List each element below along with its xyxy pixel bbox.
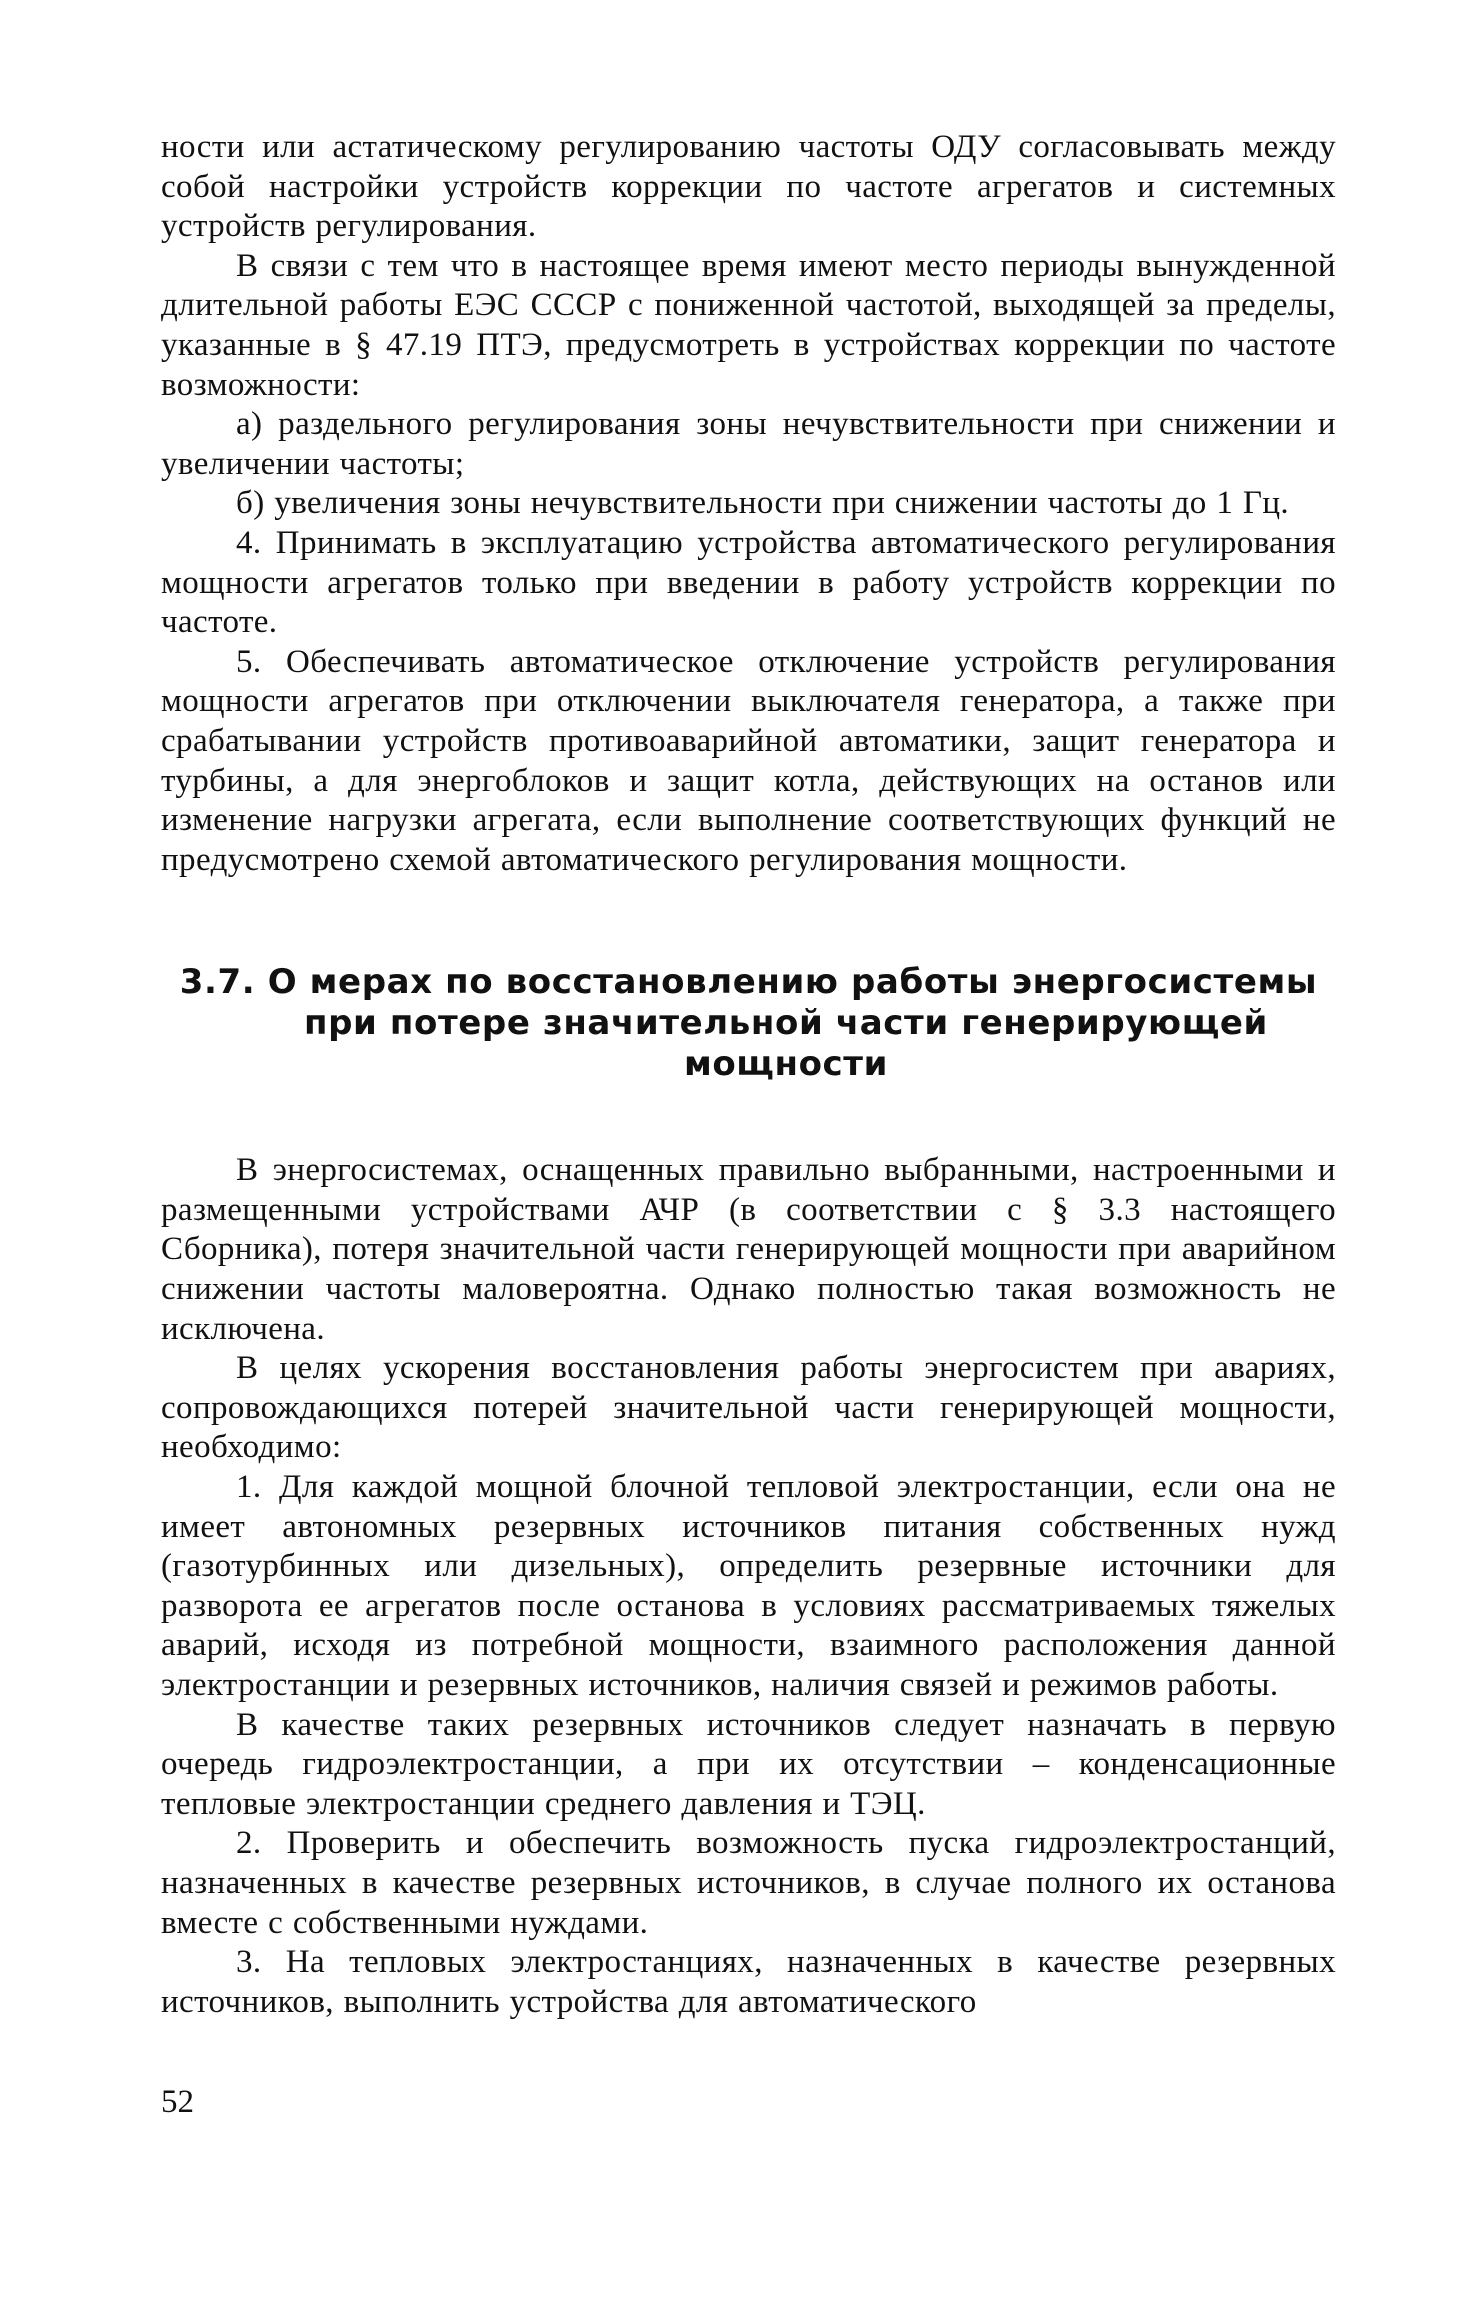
list-item-b: б) увеличения зоны нечувствительности при снижении частоты до 1 Гц.	[236, 485, 1290, 522]
paragraph-intro: В энергосистемах, оснащенных правильно выбранными, настроенными и размещенными устройствами АЧР (в соответствии с § 3.3 настоящего Сборника), потеря значительной части генерирующей мощности при аварийном снижении частоты маловероятна. Однако полностью такая возможность не исключена.	[161, 1152, 1336, 1347]
page-number: 52	[161, 2084, 194, 2120]
paragraph-item-4: 4. Принимать в эксплуатацию устройства автоматического регулирования мощности агрегатов только при введении в работу устройств коррекции по частоте.	[161, 524, 1336, 641]
paragraph-frequency-periods: В связи с тем что в настоящее время имеют место периоды вынужденной длительной работы ЕЭС СССР с пониженной частотой, выходящей за пределы, указанные в § 47.19 ПТЭ, предусмотреть в устройствах коррекции по частоте возможности:	[161, 247, 1336, 403]
paragraph-item-1: 1. Для каждой мощной блочной тепловой электростанции, если она не имеет автономных резервных источников питания собственных нужд (газотурбинных или дизельных), определить резервные источники для разворота ее агрегатов после останова в условиях рассматриваемых тяжелых аварий, исходя из потребной мощности, взаимного расположения данной электростанции и резервных источников, наличия связей и режимов работы.	[161, 1469, 1336, 1703]
paragraph-item-3: 3. На тепловых электростанциях, назначенных в качестве резервных источников, выполнить устройства для автоматического	[161, 1944, 1336, 2020]
paragraph-continuation: ности или астатическому регулированию частоты ОДУ согласовывать между собой настройки устройств коррекции по частоте агрегатов и системных устройств регулирования.	[161, 129, 1336, 245]
section-heading: 3.7. О мерах по восстановлению работы энергосистемы при потере значительной части генерирующей мощности	[179, 962, 1318, 1085]
paragraph-reserve-sources: В качестве таких резервных источников следует назначать в первую очередь гидроэлектростанции, а при их отсутствии – конденсационные тепловые электростанции среднего давления и ТЭЦ.	[161, 1706, 1336, 1822]
page-body	[161, 128, 1336, 2022]
paragraph-necessary: В целях ускорения восстановления работы энергосистем при авариях, сопровождающихся потерей значительной части генерирующей мощности, необходимо:	[161, 1350, 1336, 1466]
paragraph-item-2: 2. Проверить и обеспечить возможность пуска гидроэлектростанций, назначенных в качестве резервных источников, в случае полного их останова вместе с собственными нуждами.	[161, 1825, 1336, 1941]
list-item-a: а) раздельного регулирования зоны нечувствительности при снижении и увеличении частоты;	[161, 406, 1336, 482]
paragraph-item-5: 5. Обеспечивать автоматическое отключение устройств регулирования мощности агрегатов при отключении выключателя генератора, а также при срабатывании устройств противоаварийной автоматики, защит генератора и турбины, а для энергоблоков и защит котла, действующих на останов или изменение нагрузки агрегата, если выполнение соответствующих функций не предусмотрено схемой автоматического регулирования мощности.	[161, 643, 1336, 878]
